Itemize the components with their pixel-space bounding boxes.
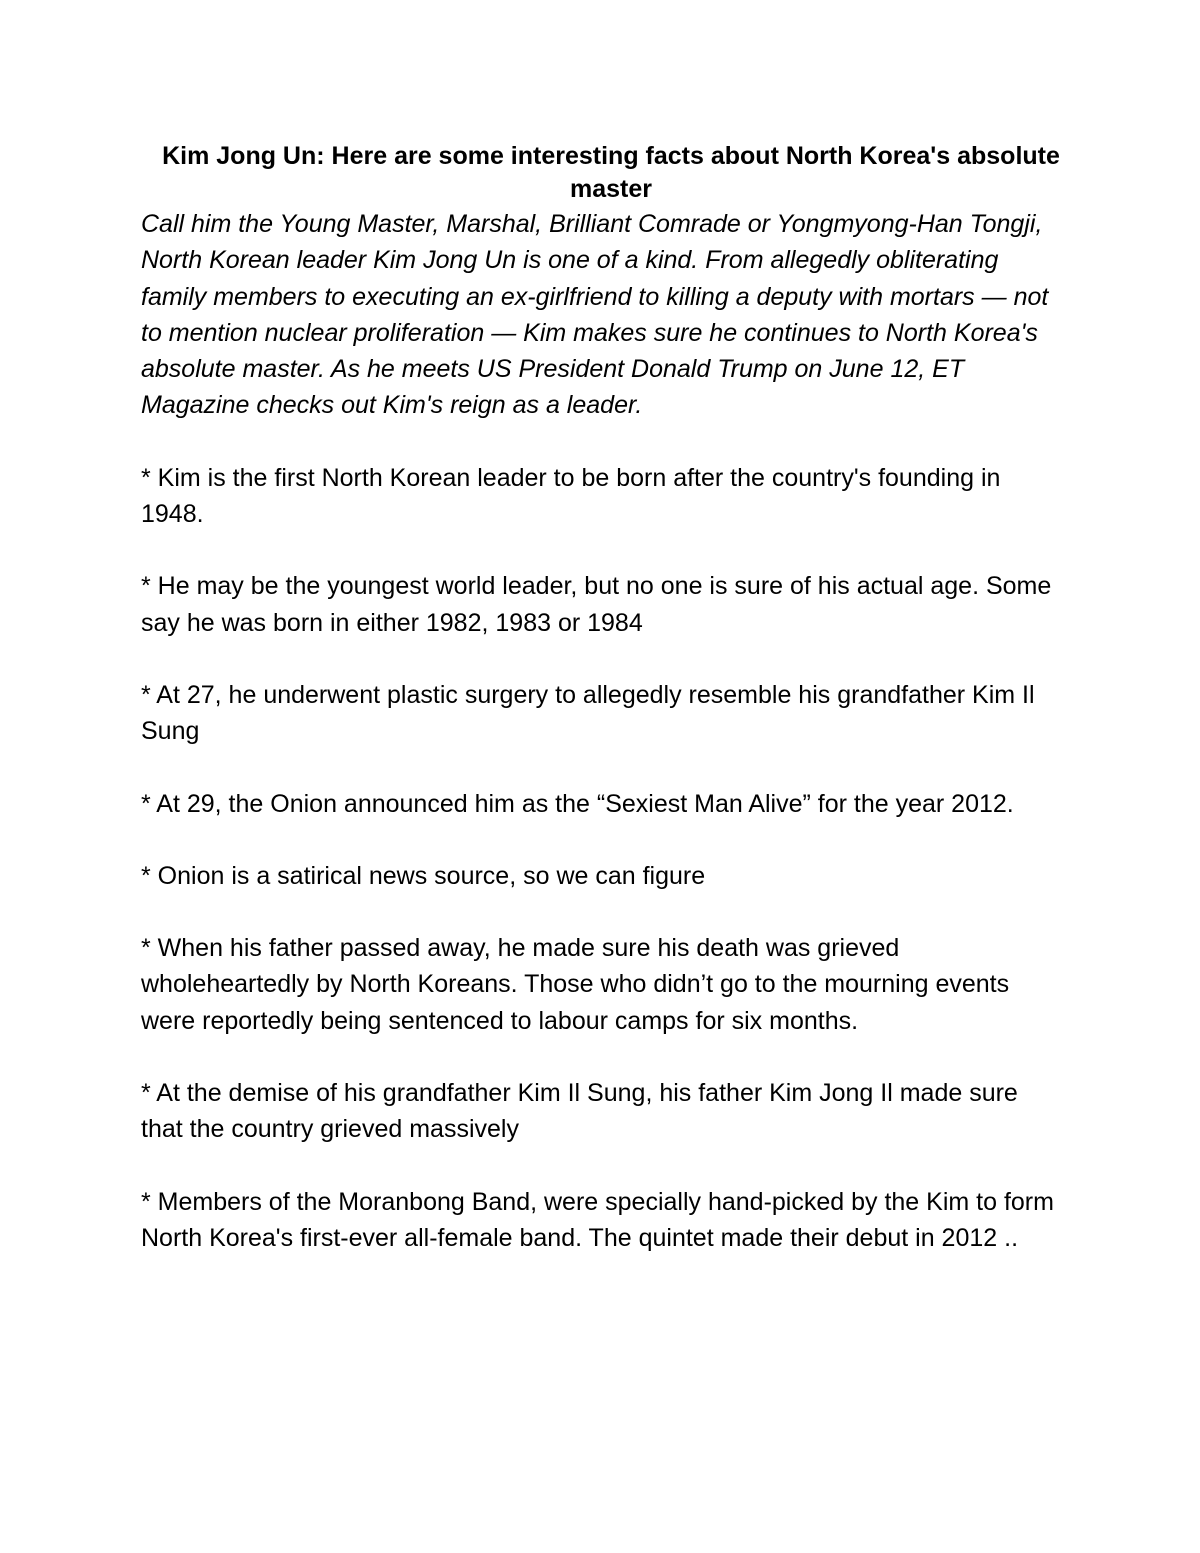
fact-item: * He may be the youngest world leader, but no one is sure of his actual age. Some say he was born in either 1982, 1983 or 1984 [141,572,1052,637]
fact-item: * When his father passed away, he made sure his death was grieved wholeheartedly by North Koreans. Those who didn’t go to the mourning events were reportedly being sentenced to labour camps for six months. [141,934,1010,1035]
document-page [141,140,1061,1292]
facts-list [141,460,1061,1256]
fact-item: * Members of the Moranbong Band, were specially hand-picked by the Kim to form North Korea's first-ever all-female band. The quintet made their debut in 2012 .. [141,1187,1054,1252]
fact-item: * At 29, the Onion announced him as the “Sexiest Man Alive” for the year 2012. [141,789,1014,818]
fact-item: * At 27, he underwent plastic surgery to allegedly resemble his grandfather Kim Il Sung [141,680,1035,746]
document-title: Kim Jong Un: Here are some interesting facts about North Korea's absolute master [162,142,1060,203]
fact-item: * Onion is a satirical news source, so we can figure [141,861,706,890]
fact-item: * Kim is the first North Korean leader to be born after the country's founding in 1948. [141,463,1001,529]
intro-paragraph: Call him the Young Master, Marshal, Brilliant Comrade or Yongmyong-Han Tongji, North Korean leader Kim Jong Un is one of a kind. From allegedly obliterating family members to executing an ex-girlfriend to killing a deputy with mortars — not to mention nuclear proliferation — Kim makes sure he continues to North Korea's absolute master. As he meets US President Donald Trump on June 12, ET Magazine checks out Kim's reign as a leader. [141,210,1049,420]
fact-item: * At the demise of his grandfather Kim Il Sung, his father Kim Jong Il made sure that the country grieved massively [141,1079,1018,1144]
